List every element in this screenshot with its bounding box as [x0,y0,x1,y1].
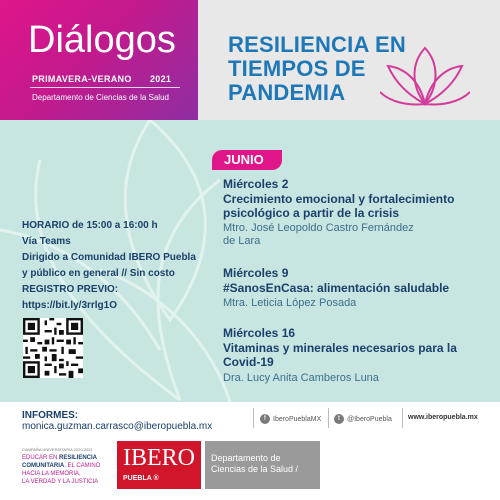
campaign-line-4: LA VERDAD Y LA JUSTICIA [22,479,99,485]
schedule-text: HORARIO de 15:00 a 16:00 h [22,220,158,231]
platform-text: Vía Teams [22,236,71,247]
contact-block [22,410,212,432]
footer-divider [328,408,329,428]
contact-email[interactable]: monica.guzman.carrasco@iberopuebla.mx [22,421,213,432]
facebook-link[interactable] [260,414,321,424]
headline-line-1: RESILIENCIA EN [228,32,407,57]
ibero-logo-text: IBERO [123,445,195,471]
department-logo-text [211,453,319,475]
department-line-2: Ciencias de la Salud / [211,464,299,474]
event-day: Miércoles 16 [223,326,296,340]
website-link[interactable]: www.iberopuebla.mx [408,414,478,421]
event-title-line: Vitaminas y minerales necesarios para la [223,341,457,355]
event-title-line: psicológico a partir de la crisis [223,206,400,220]
qr-code[interactable] [23,318,83,378]
twitter-icon: t [334,414,344,424]
event-title [223,192,485,220]
event-title [223,341,485,369]
facebook-handle: IberoPueblaMX [273,415,322,423]
brand-divider [30,87,180,88]
brand-department: Departamento de Ciencias de la Salud [32,93,169,102]
event-speaker-line: Mtro. José Leopoldo Castro Fernández [223,222,414,234]
event-speaker [223,372,485,385]
season-year: 2021 [150,74,172,84]
campaign-text-bold: RESILIENCIA [59,455,98,461]
department-logo [205,441,320,489]
event-info [22,218,212,314]
headline-line-2: TIEMPOS DE [228,56,366,81]
campaign-line-3: HACIA LA MEMORIA, [22,471,81,477]
twitter-link[interactable] [334,414,392,424]
lotus-icon [380,44,470,108]
ibero-logo [117,441,201,489]
campaign-text: EDUCAR EN [22,455,60,461]
event-speaker-line: Dra. Lucy Anita Camberos Luna [223,372,379,384]
campaign-line-2 [22,462,120,470]
headline-line-3: PANDEMIA [228,80,346,105]
event-speaker [223,297,485,310]
event-speaker [223,222,485,248]
twitter-handle: @IberoPuebla [347,415,392,423]
event-title-line: Covid-19 [223,355,274,369]
event-speaker-line: Mtra. Leticia López Posada [223,297,357,309]
campaign-line-1 [22,454,120,462]
month-badge [212,150,282,170]
event-speaker-line: de Lara [223,235,261,247]
campaign-logo [22,446,120,486]
campaign-text-bold: COMUNITARIA [22,463,65,469]
campaign-small-text: CAMPAÑA UNIVERSITARIA 2020-2021 [22,447,93,452]
audience-text-2: y público en general // Sin costo [22,268,175,279]
department-line-1: Departamento de [211,453,281,463]
registration-label: REGISTRO PREVIO: [22,284,119,295]
footer-divider [402,408,403,428]
contact-label: INFORMES: [22,410,79,421]
facebook-icon: f [260,414,270,424]
brand-banner [0,0,198,120]
month-label: JUNIO [224,152,264,167]
footer-divider [253,408,254,428]
registration-link[interactable]: https://bit.ly/3rrlg1O [22,300,118,311]
season-label [32,74,172,84]
season-text: PRIMAVERA-VERANO [32,74,132,84]
ibero-logo-city: PUEBLA ® [123,475,159,482]
brand-title: Diálogos [28,19,176,61]
event-title-line: #SanosEnCasa: alimentación saludable [223,281,450,295]
event-day: Miércoles 2 [223,177,289,191]
event-title-line: Crecimiento emocional y fortalecimiento [223,192,455,206]
audience-text: Dirigido a Comunidad IBERO Puebla [22,252,196,263]
event-title [223,281,485,295]
campaign-text: . EL CAMINO [64,463,101,469]
event-day: Miércoles 9 [223,266,289,280]
